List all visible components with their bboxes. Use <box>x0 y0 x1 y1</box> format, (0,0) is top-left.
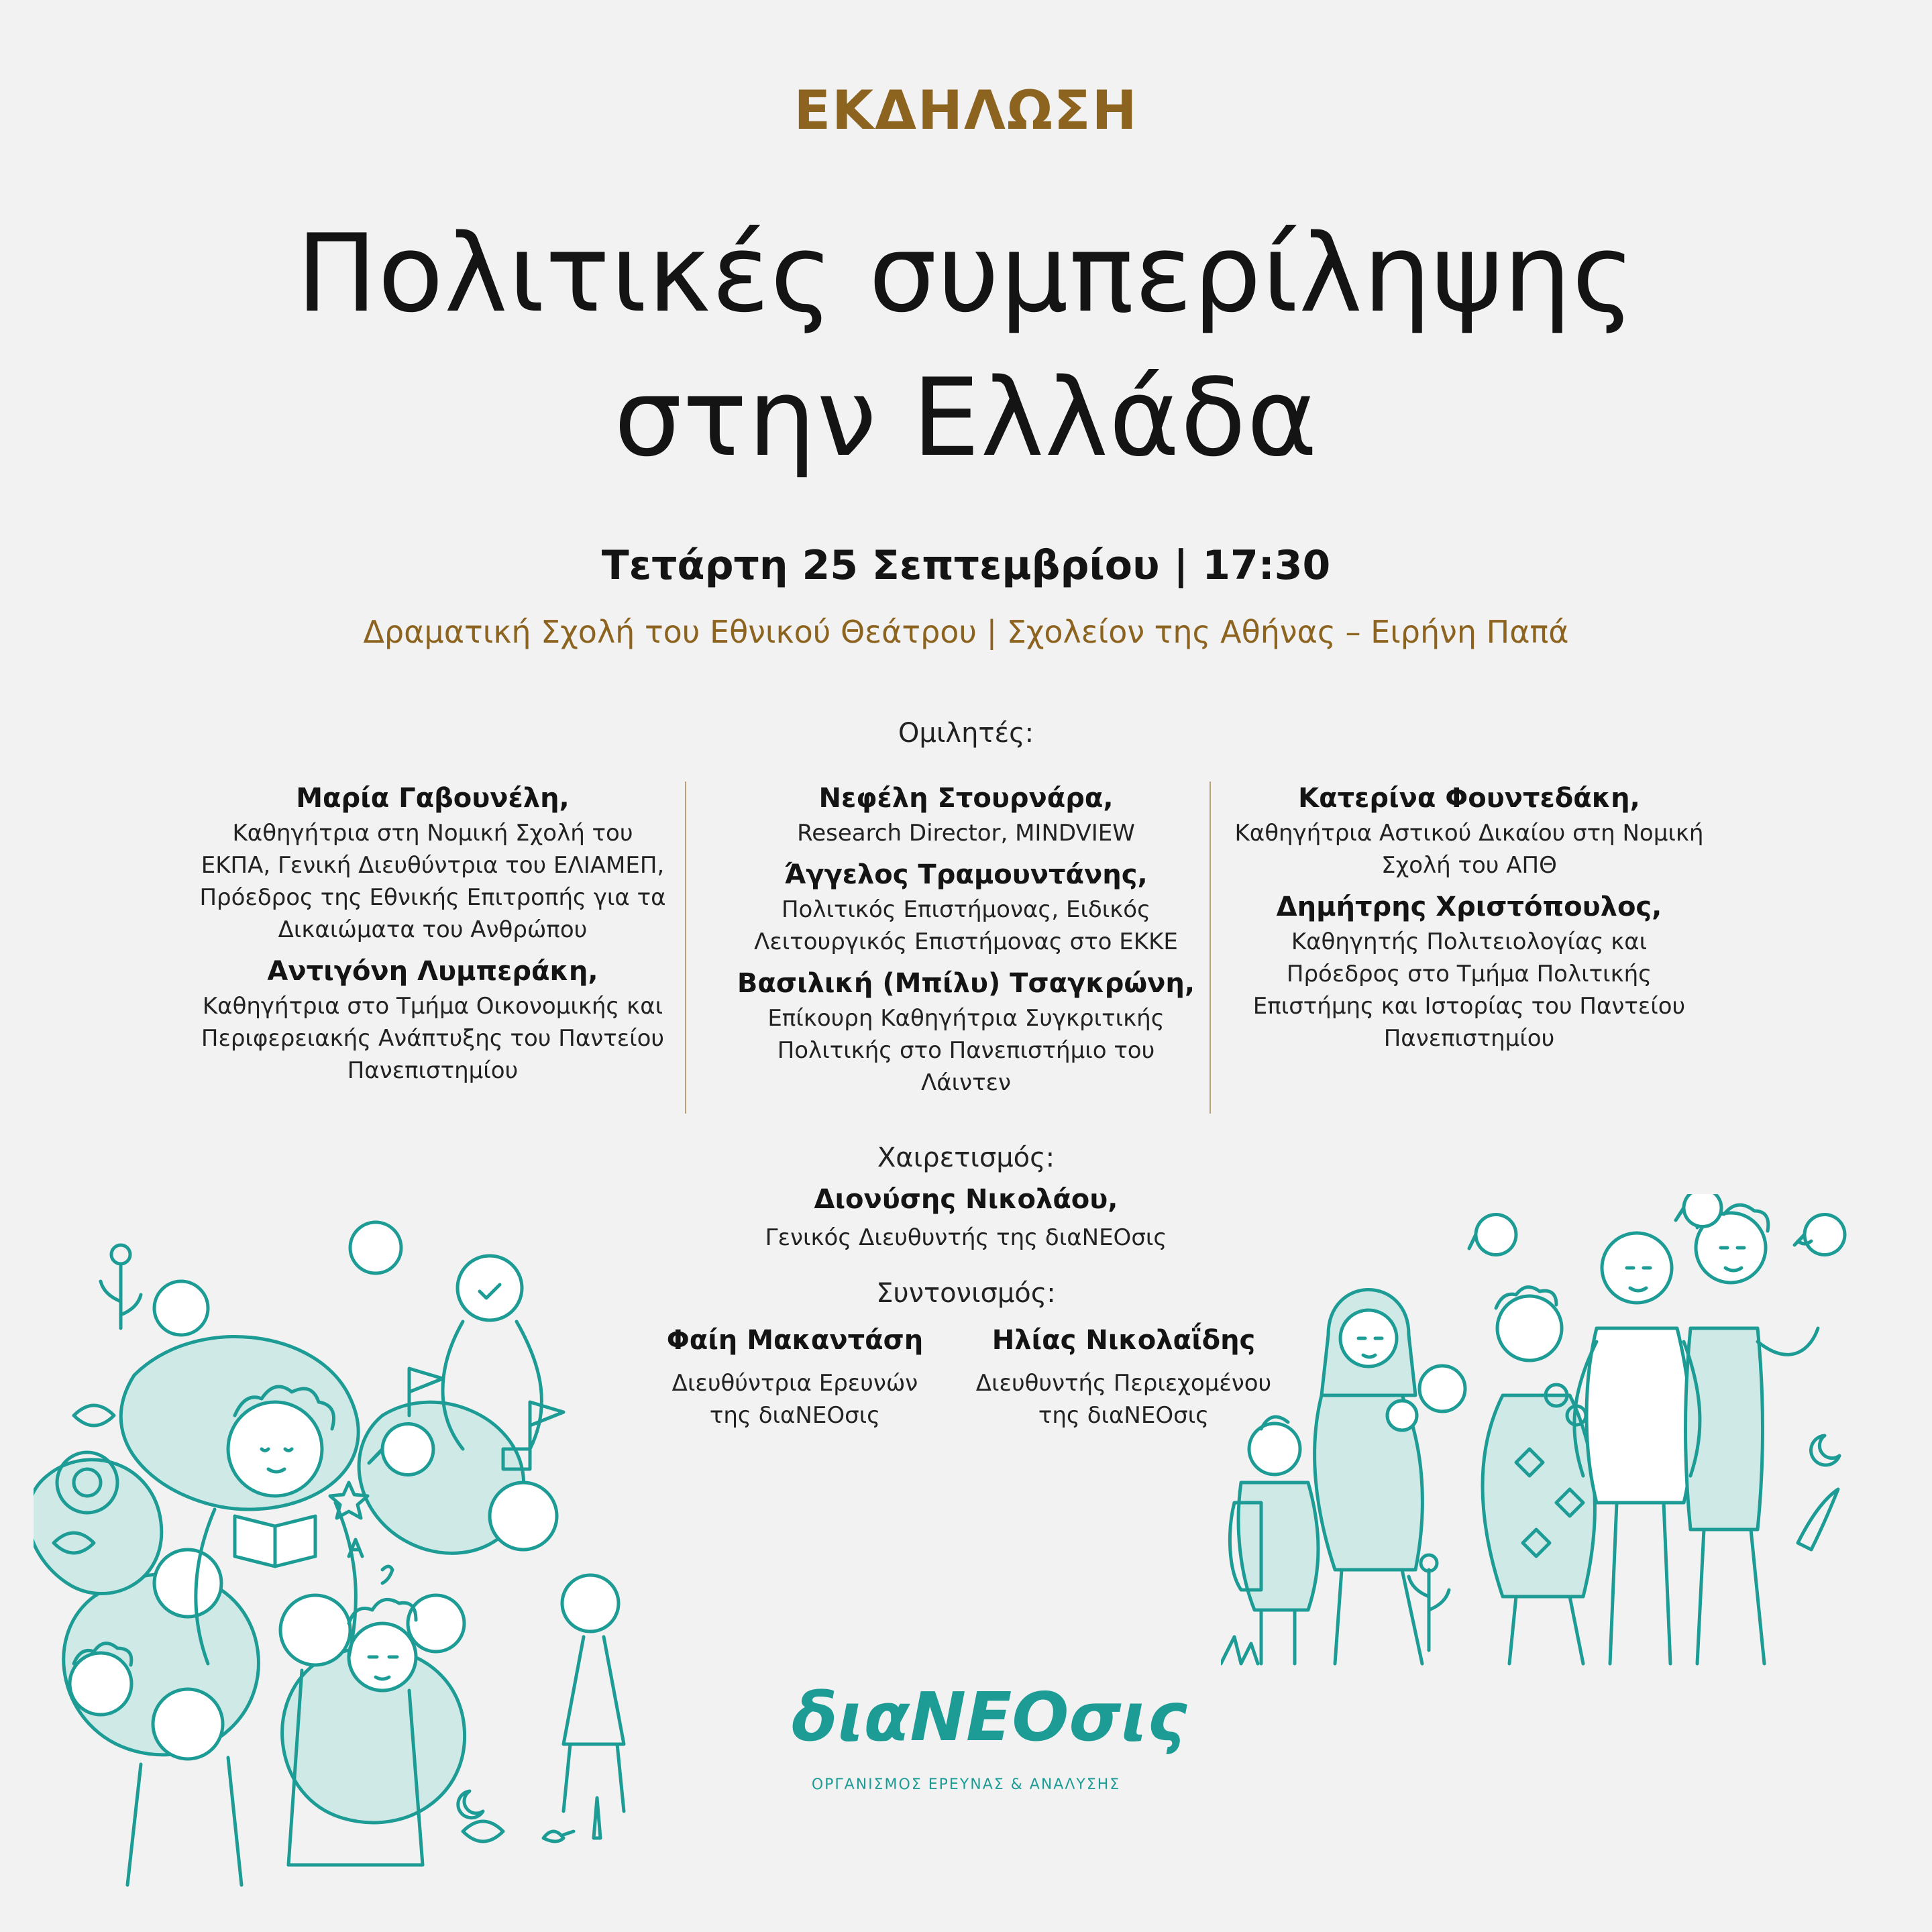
speaker-name: Κατερίνα Φουντεδάκη <box>1298 783 1630 814</box>
moderator-role-line-1: Διευθύντρια Ερευνών <box>672 1370 918 1397</box>
speaker-name: Αντιγόνη Λυμπεράκη <box>267 956 588 987</box>
speaker-name: Νεφέλη Στουρνάρα <box>818 783 1104 814</box>
dianeosis-logo <box>792 1677 1187 1793</box>
moderator-role-line-1: Διευθυντής Περιεχομένου <box>975 1370 1272 1397</box>
greeting-role: Γενικός Διευθυντής της διαΝΕΟσις <box>765 1224 1167 1251</box>
column-divider <box>1210 782 1211 1114</box>
speaker-name-line: Δημήτρης Χριστόπουλος, <box>1276 892 1662 922</box>
column-divider <box>685 782 686 1114</box>
greeting-name-line: Διονύσης Νικολάου, <box>814 1184 1118 1215</box>
title-line-1: Πολιτικές συμπερίληψης <box>296 211 1636 336</box>
speaker-role: Καθηγητής Πολιτειολογίας και Πρόεδρος στο Τμήμα Πολιτικής Επιστήμης και Ιστορίας του Παντείου Πανεπιστημίου <box>1252 928 1686 1052</box>
moderation-label: Συντονισμός: <box>876 1278 1056 1309</box>
speaker-item <box>731 856 1201 958</box>
event-venue: Δραματική Σχολή του Εθνικού Θεάτρου | Σχολείον της Αθήνας – Ειρήνη Παπά <box>363 614 1569 650</box>
speaker-item <box>1234 780 1704 881</box>
speaker-name: Δημήτρης Χριστόπουλος <box>1276 892 1652 922</box>
speakers-column-2 <box>731 780 1201 1106</box>
speaker-name-line: Βασιλική (Μπίλυ) Τσαγκρώνη, <box>737 968 1195 999</box>
speakers-label: Ομιλητές: <box>898 718 1034 749</box>
people-group-illustration-right <box>1221 1194 1851 1677</box>
speaker-role: Επίκουρη Καθηγήτρια Συγκριτικής Πολιτικής στο Πανεπιστήμιο του Λάιντεν <box>767 1005 1165 1096</box>
event-date-time: Τετάρτη 25 Σεπτεμβρίου | 17:30 <box>601 542 1331 589</box>
greeting-label: Χαιρετισμός: <box>877 1142 1055 1173</box>
speakers-column-1 <box>198 780 667 1093</box>
speaker-name-line: Άγγελος Τραμουντάνης, <box>784 859 1148 890</box>
speaker-role: Καθηγήτρια στο Τμήμα Οικονομικής και Περιφερειακής Ανάπτυξης του Παντείου Πανεπιστημίου <box>201 993 665 1084</box>
speaker-name: Βασιλική (Μπίλυ) Τσαγκρώνη <box>737 968 1185 999</box>
speaker-name: Μαρία Γαβουνέλη <box>296 783 559 814</box>
speaker-item <box>731 965 1201 1099</box>
logo-wordmark: διαΝΕΟσις <box>792 1678 1187 1756</box>
speaker-role: Πολιτικός Επιστήμονας, Ειδικός Λειτουργικός Επιστήμονας στο ΕΚΚΕ <box>754 896 1178 955</box>
moderator-name: Φαίη Μακαντάση <box>666 1325 924 1356</box>
speaker-role: Καθηγήτρια Αστικού Δικαίου στη Νομική Σχολή του ΑΠΘ <box>1234 820 1704 879</box>
speaker-item <box>1234 888 1704 1055</box>
speaker-name-line: Αντιγόνη Λυμπεράκη, <box>267 956 598 987</box>
speaker-name-line: Κατερίνα Φουντεδάκη, <box>1298 783 1640 814</box>
speakers-column-3 <box>1234 780 1704 1061</box>
title-line-2: στην Ελλάδα <box>614 355 1318 480</box>
greeting-name: Διονύσης Νικολάου <box>814 1184 1108 1215</box>
moderator-role-line-2: της διαΝΕΟσις <box>1038 1402 1210 1429</box>
page-title <box>0 201 1932 490</box>
moderator-role-line-2: της διαΝΕΟσις <box>709 1402 881 1429</box>
speaker-name-line: Νεφέλη Στουρνάρα, <box>818 783 1114 814</box>
speaker-item <box>198 780 667 946</box>
logo-tagline: ΟΡΓΑΝΙΣΜΟΣ ΕΡΕΥΝΑΣ & ΑΝΑΛΥΣΗΣ <box>811 1776 1121 1793</box>
speaker-item <box>731 780 1201 849</box>
speaker-item <box>198 953 667 1087</box>
speaker-name: Άγγελος Τραμουντάνης <box>784 859 1138 890</box>
speaker-role: Καθηγήτρια στη Νομική Σχολή του ΕΚΠΑ, Γενική Διευθύντρια του ΕΛΙΑΜΕΠ, Πρόεδρος της Εθνικής Επιτροπής για τα Δικαιώματα του Ανθρώπου <box>199 820 666 943</box>
moderator-name: Ηλίας Νικολαΐδης <box>991 1325 1256 1356</box>
speaker-name-line: Μαρία Γαβουνέλη, <box>296 783 570 814</box>
people-crowd-illustration-left <box>34 1194 698 1905</box>
speaker-role: Research Director, MINDVIEW <box>797 820 1135 847</box>
event-kicker: ΕΚΔΗΛΩΣΗ <box>794 79 1138 142</box>
